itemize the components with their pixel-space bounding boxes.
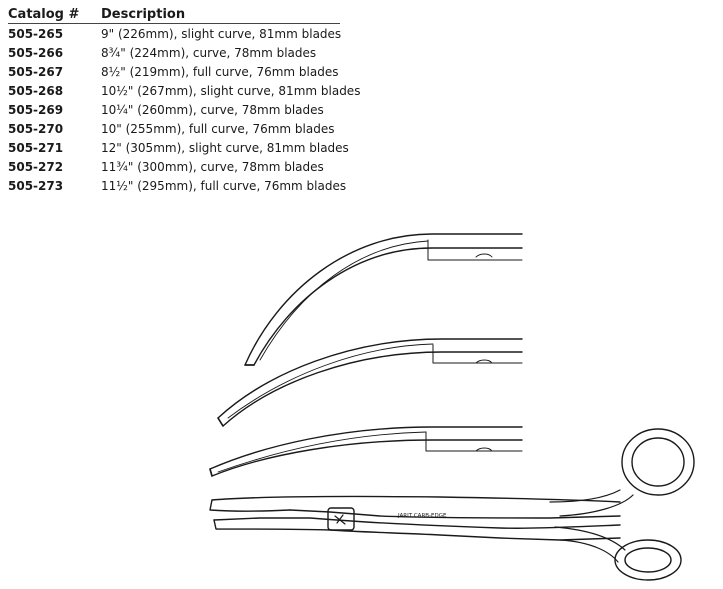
- description: 11¾" (300mm), curve, 78mm blades: [101, 159, 324, 174]
- description: 8¾" (224mm), curve, 78mm blades: [101, 45, 317, 60]
- table-header: [8, 4, 340, 24]
- catalog-number: 505-269: [8, 102, 64, 117]
- table-row: [8, 81, 361, 100]
- table-row: [8, 62, 340, 81]
- catalog-number: 505-270: [8, 121, 64, 136]
- description: 10½" (267mm), slight curve, 81mm blades: [101, 83, 361, 98]
- table-row: [8, 24, 340, 43]
- table-row: [8, 138, 349, 157]
- curve-blade-icon: [218, 339, 522, 426]
- catalog-number: 505-266: [8, 45, 64, 60]
- catalog-number: 505-272: [8, 159, 64, 174]
- catalog-number: 505-271: [8, 140, 64, 155]
- table-row: [8, 157, 340, 176]
- slight-curve-blade-icon: [210, 427, 522, 476]
- catalog-number: 505-273: [8, 178, 64, 193]
- table-row: [8, 43, 340, 62]
- scissors-illustration: [200, 220, 700, 585]
- catalog-table: [8, 4, 361, 195]
- description: 8½" (219mm), full curve, 76mm blades: [101, 64, 339, 79]
- scissors-icon: [210, 429, 694, 580]
- table-row: [8, 100, 340, 119]
- catalog-header: Catalog #: [8, 7, 80, 22]
- description-header: Description: [101, 7, 186, 22]
- catalog-number: 505-267: [8, 64, 64, 79]
- description: 9" (226mm), slight curve, 81mm blades: [101, 26, 342, 41]
- description: 10" (255mm), full curve, 76mm blades: [101, 121, 335, 136]
- table-row: [8, 176, 347, 195]
- description: 12" (305mm), slight curve, 81mm blades: [101, 140, 349, 155]
- catalog-number: 505-268: [8, 83, 64, 98]
- full-curve-blade-icon: [245, 234, 522, 365]
- engraving-text: JARIT CARB-EDGE: [398, 513, 447, 519]
- catalog-number: 505-265: [8, 26, 64, 41]
- description: 11½" (295mm), full curve, 76mm blades: [101, 178, 347, 193]
- description: 10¼" (260mm), curve, 78mm blades: [101, 102, 324, 117]
- table-row: [8, 119, 340, 138]
